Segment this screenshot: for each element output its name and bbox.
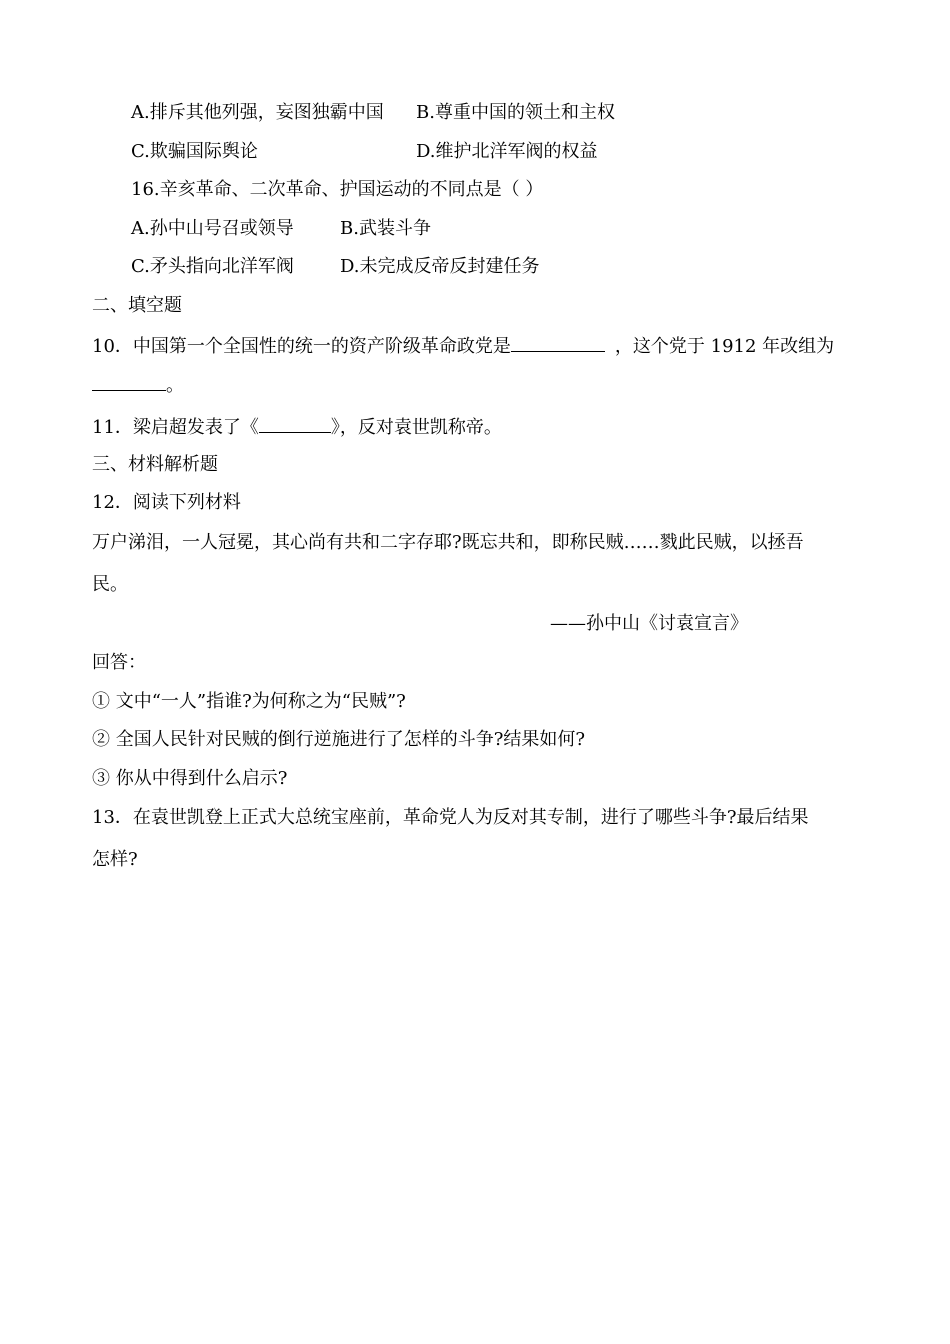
q15-option-c: C.欺骗国际舆论 xyxy=(131,141,258,162)
q15-option-b: B.尊重中国的领土和主权 xyxy=(416,102,615,123)
sub-question-3: ③ 你从中得到什么启示? xyxy=(92,768,288,789)
q16-option-a: A.孙中山号召或领导 xyxy=(131,218,294,239)
q16-option-b: B.武装斗争 xyxy=(340,218,431,239)
q11-blank[interactable] xyxy=(259,414,331,433)
q10-text-part2: ，这个党于 1912 年改组为 xyxy=(614,336,835,357)
q11-text-part2: 》，反对袁世凯称帝。 xyxy=(330,417,502,438)
q16-option-c: C.矛头指向北洋军阀 xyxy=(131,256,294,277)
q15-option-d: D.维护北洋军阀的权益 xyxy=(416,141,598,162)
material-line-2: 民。 xyxy=(92,574,128,595)
q10-line1 xyxy=(92,333,834,357)
q10-line2 xyxy=(92,372,184,396)
q13-line-1: 13．在袁世凯登上正式大总统宝座前，革命党人为反对其专制，进行了哪些斗争?最后结果 xyxy=(92,807,809,828)
q15-option-a: A.排斥其他列强，妄图独霸中国 xyxy=(131,102,384,123)
q10-blank-1[interactable] xyxy=(511,333,605,352)
q10-blank-2[interactable] xyxy=(92,372,166,391)
q16-stem: 16.辛亥革命、二次革命、护国运动的不同点是（ ） xyxy=(131,179,544,200)
q11-line xyxy=(92,414,502,438)
q11-text-part1: 11．梁启超发表了《 xyxy=(92,417,259,438)
sub-question-1: ① 文中“一人”指谁?为何称之为“民贼”? xyxy=(92,691,406,712)
q10-text-part1: 10．中国第一个全国性的统一的资产阶级革命政党是 xyxy=(92,336,511,357)
section3-heading: 三、材料解析题 xyxy=(92,454,218,475)
answer-label: 回答： xyxy=(92,652,146,673)
material-line-1: 万户涕泪，一人冠冕，其心尚有共和二字存耶?既忘共和，即称民贼……戮此民贼，以拯吾 xyxy=(92,532,804,553)
q13-line-2: 怎样? xyxy=(92,849,138,870)
q12-stem: 12．阅读下列材料 xyxy=(92,492,241,513)
sub-question-2: ② 全国人民针对民贼的倒行逆施进行了怎样的斗争?结果如何? xyxy=(92,729,586,750)
material-attribution: ——孙中山《讨袁宣言》 xyxy=(550,613,748,634)
q10-end: 。 xyxy=(166,375,184,396)
q16-option-d: D.未完成反帝反封建任务 xyxy=(340,256,540,277)
section2-heading: 二、填空题 xyxy=(92,295,182,316)
